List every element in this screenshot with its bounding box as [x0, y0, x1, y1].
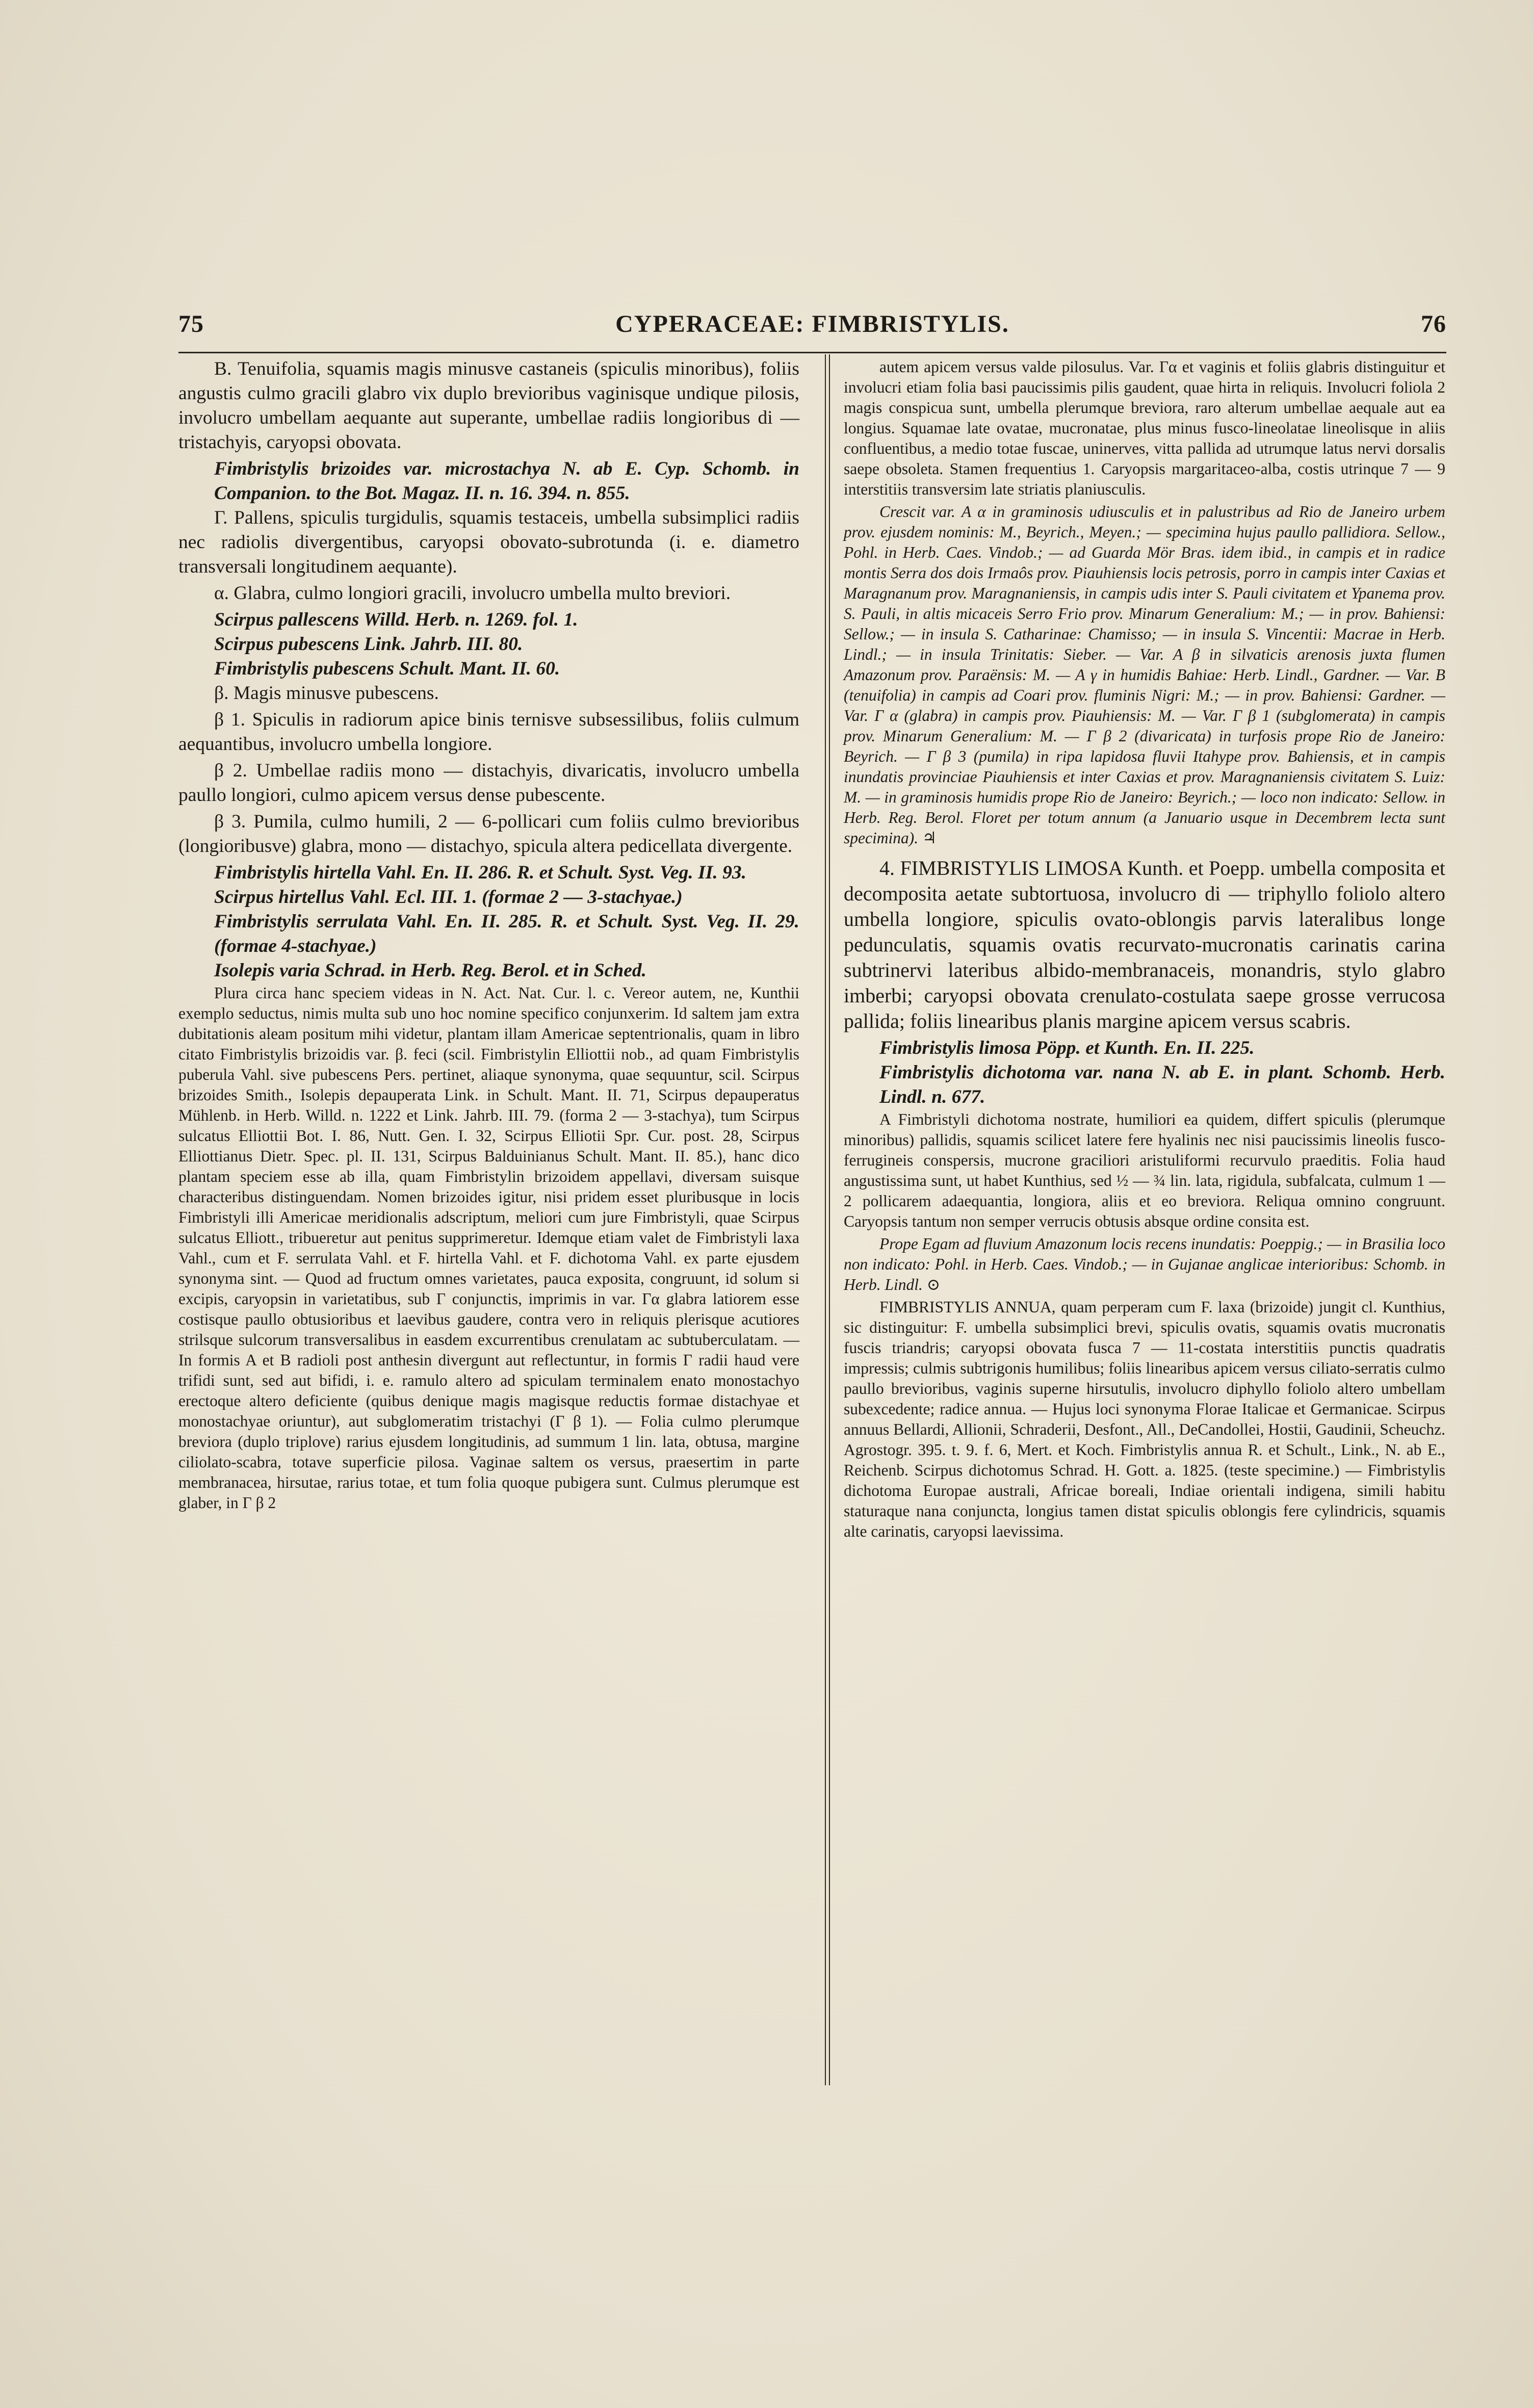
left-paragraph-12: Scirpus hirtellus Vahl. Ecl. III. 1. (formae 2 — 3-stachyae.): [214, 887, 683, 908]
left-paragraph-10: β 3. Pumila, culmo humili, 2 — 6-pollicari cum foliis culmo brevioribus (longioribusve) glabra, mono — distachyo, spicula altera pedicellata divergente.: [178, 811, 799, 857]
page-number-right: 76: [1421, 310, 1446, 338]
right-paragraph-4: Fimbristylis dichotoma var. nana N. ab E. in plant. Schomb. Herb. Lindl. n. 677.: [879, 1062, 1445, 1107]
right-column: [844, 357, 1445, 1544]
left-paragraph-15: Plura circa hanc speciem videas in N. Act. Nat. Cur. l. c. Vereor autem, ne, Kunthii exemplo seductus, nimis multa sub uno hoc nomine specifico conjunxerim. Id saltem jam extra dubitationis aleam positum mihi videtur, plantam illam Americae septentrionalis, quam in libro citato Fimbristylis brizoidis var. β. feci (scil. Fimbristylin Elliottii nob., ad quam Fimbristylis puberula Vahl. sive pubescens Pers. pertinet, aliaque synonyma, quae sequuntur, scil. Scirpus brizoides Smith., Isolepis depauperata Link. in Schult. Mant. II. 71, Scirpus depauperatus Mühlenb. in Herb. Willd. n. 1222 et Link. Jahrb. III. 79. (forma 2 — 3-stachya), tum Scirpus sulcatus Elliottii Bot. I. 86, Nutt. Gen. I. 32, Scirpus Elliotii Spr. Cur. post. 28, Scirpus Elliottianus Dietr. Spec. pl. II. 131, Scirpus Balduinianus Schult. Mant. II. 85.), hanc dico plantam speciem esse ab illa, quam Fimbristylin brizoidem appellavi, diversam suisque characteribus distinguendam. Nomen brizoides igitur, nisi pridem esset pluribusque in locis Fimbristyli illi Americae meridionalis adscriptum, meliori cum jure Fimbristyli, quae Scirpus sulcatus Elliott., tribueretur aut penitus supprimeretur. Idemque etiam valet de Fimbristyli laxa Vahl., cum et F. serrulata Vahl. et F. hirtella Vahl. et F. dichotoma Vahl. ex parte ejusdem synonyma sint. — Quod ad fructum omnes varietates, pauca exposita, congruunt, id solum si excipis, caryopsin in varietatibus, sub Γ conjunctis, imprimis in var. Γα glabra latiorem esse costisque paullo obtusioribus et laevibus gaudere, contra vero in reliquis plerisque acutiores strilsque sulcorum transversalibus in easdem excurrentibus crenulatam ac subtuberculatam. — In formis A et B radioli post anthesin divergunt aut reflectuntur, in formis Γ radii haud vere trifidi sunt, sed aut bifidi, i. e. ramulo altero ad spiculam terminalem enato monostachyo erectoque altero deficiente (quibus denique magis magisque reductis formae distachyae et monostachyae oriuntur), aut subglomeratim tristachyi (Γ β 1). — Folia culmo plerumque breviora (duplo triplove) rarius ejusdem longitudinis, ad summum 1 lin. lata, obtusa, margine ciliolato-scabra, totave superficie pilosa. Vaginae saltem os versus, praesertim in parte membranacea, hirsutae, rarius totae, et tum folia quoque pubigera sunt. Culmus plerumque est glaber, in Γ β 2: [178, 984, 799, 1512]
right-paragraph-1: Crescit var. A α in graminosis udiusculis et in palustribus ad Rio de Janeiro urbem prov. ejusdem nominis: M., Beyrich., Meyen.; — specimina hujus paullo pallidiora. Sellow., Pohl. in Herb. Caes. Vindob.; — ad Guarda Mör Bras. idem ibid., in campis et in radice montis Serra dos dois Irmaôs prov. Piauhiensis locis petrosis, porro in campis inter Caxias et Maragnanum prov. Maragnaniensis, in campis udis inter S. Pauli civitatem et Ypanema prov. S. Pauli, in altis micaceis Serro Frio prov. Minarum Generalium: M.; — in prov. Bahiensi: Sellow.; — in insula S. Catharinae: Chamisso; — in insula S. Vincentii: Macrae in Herb. Lindl.; — in insula Trinitatis: Sieber. — Var. A β in silvaticis arenosis juxta flumen Amazonum prov. Paraënsis: M. — A γ in humidis Bahiae: Herb. Lindl., Gardner. — Var. B (tenuifolia) in campis ad Coari prov. fluminis Nigri: M.; — in prov. Bahiensi: Gardner. — Var. Γ α (glabra) in campis prov. Piauhiensis: M. — Var. Γ β 1 (subglomerata) in campis prov. Minarum Generalium: M. — Γ β 2 (divaricata) in turfosis prope Rio de Janeiro: Beyrich. — Γ β 3 (pumila) in ripa lapidosa fluvii Itahype prov. Bahiensis, et in campis inundatis provinciae Piauhiensis et inter Caxias et prov. Maragnaniensis civitatem S. Luiz: M. — in graminosis humidis prope Rio de Janeiro: Beyrich.; — loco non indicato: Sellow. in Herb. Reg. Berol. Floret per totum annum (a Januario usque in Decembrem lecta sunt specimina). ♃: [844, 503, 1445, 847]
page-number-left: 75: [178, 310, 204, 338]
left-paragraph-4: Scirpus pallescens Willd. Herb. n. 1269. fol. 1.: [214, 609, 578, 630]
running-header: [178, 310, 1446, 346]
left-column: [178, 357, 799, 1515]
left-paragraph-7: β. Magis minusve pubescens.: [214, 683, 439, 704]
left-paragraph-2: Γ. Pallens, spiculis turgidulis, squamis testaceis, umbella subsimplici radiis nec radiolis divergentibus, caryopsi obovato-subrotunda (i. e. diametro transversali longitudinem aequante).: [178, 507, 799, 577]
running-title: CYPERACEAE: FIMBRISTYLIS.: [615, 310, 1009, 338]
left-paragraph-14: Isolepis varia Schrad. in Herb. Reg. Berol. et in Sched.: [214, 960, 646, 981]
right-paragraph-6: Prope Egam ad fluvium Amazonum locis recens inundatis: Poeppig.; — in Brasilia loco non indicato: Pohl. in Herb. Caes. Vindob.; — in Gujanae anglicae interioribus: Schomb. in Herb. Lindl. ⊙: [844, 1235, 1445, 1293]
right-paragraph-5: A Fimbristyli dichotoma nostrate, humiliori ea quidem, differt spiculis (plerumque minoribus) pallidis, squamis scilicet latere fere hyalinis nec nisi paucissimis lineolis fusco-ferrugineis conspersis, mucrone graciliori aristuliformi recurvulo praeditis. Folia haud angustissima sunt, ut habet Kunthius, sed ½ — ¾ lin. lata, rigidula, subfalcata, culmum 1 — 2 pollicarem adaequantia, longiora, aliis et eo breviora. Reliqua omnino congruunt. Caryopsis tantum non semper verrucis obtusis absque ordine consita est.: [844, 1110, 1445, 1230]
right-paragraph-7: FIMBRISTYLIS ANNUA, quam perperam cum F. laxa (brizoide) jungit cl. Kunthius, sic distinguitur: F. umbella subsimplici brevi, spiculis ovatis, squamis ovatis mucronatis fuscis triandris; caryopsi obovata fusca 7 — 11-costata interstitiis punctis quadratis impressis; culmis subtrigonis humilibus; foliis linearibus apicem versus ciliato-serratis culmo paullo brevioribus, vaginis superne hirsutulis, involucro diphyllo foliolo altero umbellam subexcedente; radice annua. — Hujus loci synonyma Florae Italicae et Germanicae. Scirpus annuus Bellardi, Allionii, Schraderii, Desfont., All., DeCandollei, Hostii, Gaudinii, Scheuchz. Agrostogr. 395. t. 9. f. 6, Mert. et Koch. Fimbristylis annua R. et Schult., Link., N. ab E., Reichenb. Scirpus dichotomus Schrad. H. Gott. a. 1825. (teste specimine.) — Fimbristylis dichotoma Europae australi, Africae boreali, Indiae orientali indigena, simili habitu staturaque nana conjuncta, longius tamen distat spiculis oblongis fere cylindricis, squamis alte carinatis, caryopsi laevissima.: [844, 1298, 1445, 1540]
column-divider: [825, 354, 830, 2085]
right-paragraph-2: 4. FIMBRISTYLIS LIMOSA Kunth. et Poepp. umbella composita et decomposita aetate subtortuosa, involucro di — triphyllo foliolo altero umbella longiore, spiculis ovato-oblongis parvis lateralibus longe pedunculatis, squamis ovatis recurvato-mucronatis carinatis carina subtrinervi lateribus albido-membranaceis, monandris, stylo glabro imberbi; caryopsi obovata crenulato-costulata saepe grosse verrucosa pallida; foliis linearibus planis margine apicem versus scabris.: [844, 857, 1445, 1032]
right-paragraph-0: autem apicem versus valde pilosulus. Var. Γα et vaginis et foliis glabris distinguitur et involucri etiam folia basi paucissimis pilis gaudent, quae hirta in reliquis. Involucri foliola 2 magis conspicua sunt, umbella plerumque breviora, raro alterum umbellae aequale aut ea longius. Squamae late ovatae, mucronatae, plus minus fusco-lineolatae lineolisque in aliis confluentibus, a medio totae fuscae, uninerves, vitta pallida ad utrumque latus nervi dorsalis saepe obsoleta. Stamen frequentius 1. Caryopsis margaritaceo-alba, costis utrinque 7 — 9 interstitiis transversim late striatis planiusculis.: [844, 358, 1445, 498]
left-paragraph-8: β 1. Spiculis in radiorum apice binis ternisve subsessilibus, foliis culmum aequantibus, involucro umbella longiore.: [178, 709, 799, 755]
header-rule: [178, 352, 1446, 353]
left-paragraph-13: Fimbristylis serrulata Vahl. En. II. 285. R. et Schult. Syst. Veg. II. 29. (formae 4-stachyae.): [214, 911, 799, 956]
left-paragraph-1: Fimbristylis brizoides var. microstachya N. ab E. Cyp. Schomb. in Companion. to the Bot. Magaz. II. n. 16. 394. n. 855.: [214, 458, 799, 504]
right-paragraph-3: Fimbristylis limosa Pöpp. et Kunth. En. II. 225.: [879, 1038, 1255, 1058]
left-paragraph-6: Fimbristylis pubescens Schult. Mant. II. 60.: [214, 658, 560, 679]
left-paragraph-9: β 2. Umbellae radiis mono — distachyis, divaricatis, involucro umbella paullo longiori, culmo apicem versus dense pubescente.: [178, 760, 799, 806]
left-paragraph-5: Scirpus pubescens Link. Jahrb. III. 80.: [214, 634, 523, 655]
left-paragraph-0: B. Tenuifolia, squamis magis minusve castaneis (spiculis minoribus), foliis angustis culmo gracili glabro vix duplo brevioribus vaginisque undique pilosis, involucro umbellam aequante aut superante, umbellae radiis longioribus di — tristachyis, caryopsi obovata.: [178, 358, 799, 453]
left-paragraph-3: α. Glabra, culmo longiori gracili, involucro umbella multo breviori.: [214, 583, 731, 604]
left-paragraph-11: Fimbristylis hirtella Vahl. En. II. 286. R. et Schult. Syst. Veg. II. 93.: [214, 862, 746, 883]
